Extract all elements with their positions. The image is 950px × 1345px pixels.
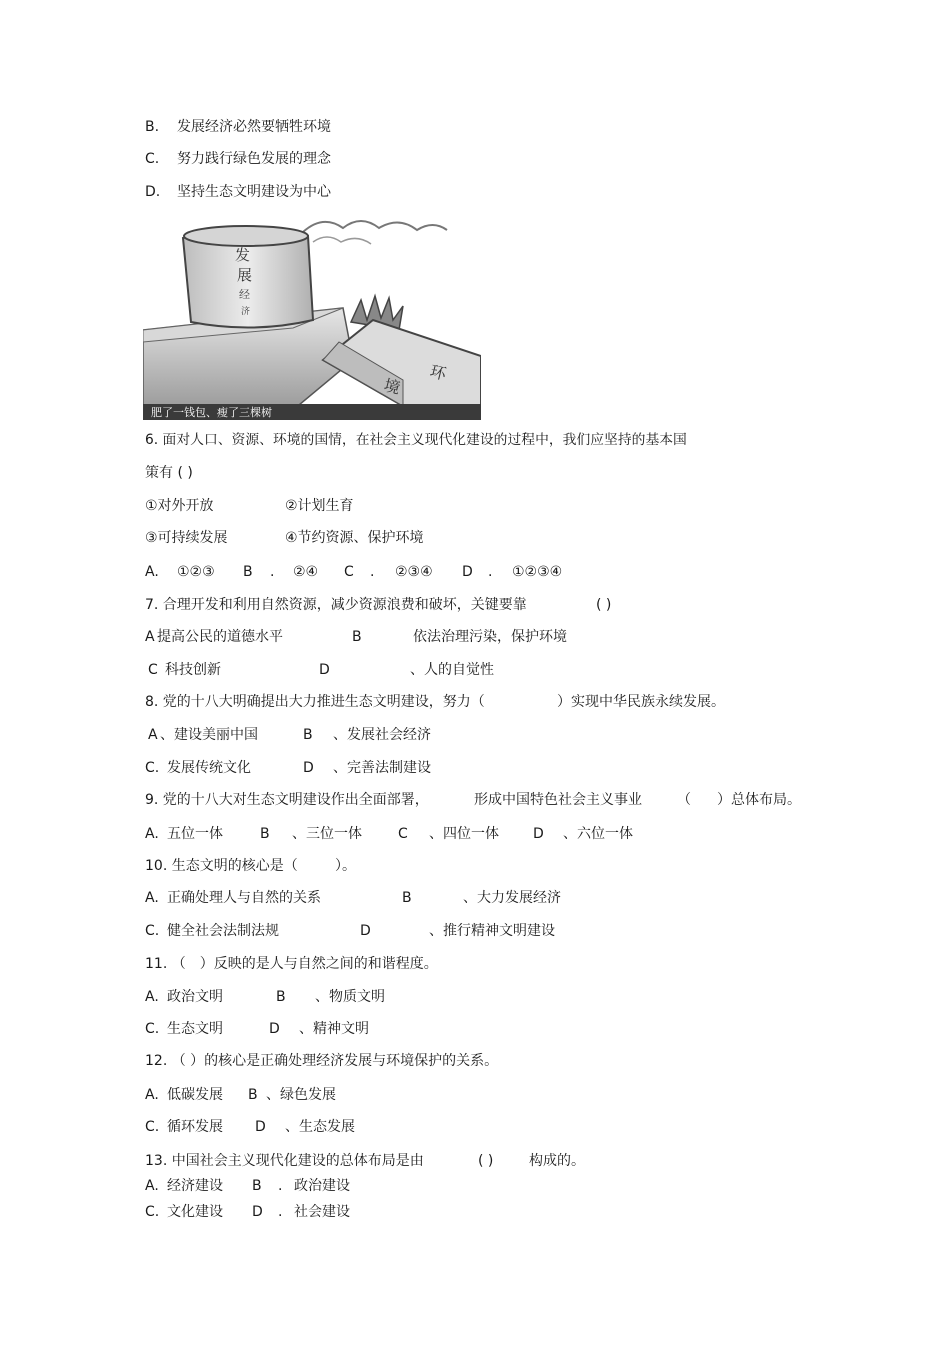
option-letter: B (402, 890, 412, 906)
option-text: 社会建设 (294, 1204, 350, 1220)
statement-item: ②计划生育 (285, 498, 354, 514)
question-text: 12. （ ）的核心是正确处理经济发展与环境保护的关系。 (145, 1053, 499, 1069)
option-text: 健全社会法制法规 (167, 923, 279, 939)
question-text: 策有 ( ) (145, 465, 193, 481)
question-text: 构成的。 (529, 1153, 585, 1169)
option-text: 、四位一体 (429, 826, 499, 842)
question-text: 10. 生态文明的核心是（ (145, 858, 298, 874)
option-letter: A. (145, 890, 159, 906)
option-letter: B (352, 629, 362, 645)
cartoon-illustration (143, 210, 481, 420)
option-text: 五位一体 (167, 826, 223, 842)
option-letter: A (148, 727, 158, 743)
option-text: ②④ (293, 564, 319, 580)
option-text: 正确处理人与自然的关系 (167, 890, 321, 906)
option-text: 、大力发展经济 (463, 890, 561, 906)
option-letter: D (319, 662, 330, 678)
option-letter: D (269, 1021, 280, 1037)
jar-char: 发 (235, 246, 251, 264)
question-text: （ (677, 792, 691, 808)
statement-item: ④节约资源、保护环境 (285, 530, 424, 546)
question-text: ）总体布局。 (717, 792, 801, 808)
option-text: ①②③④ (512, 564, 563, 580)
option-letter: C (398, 826, 408, 842)
option-letter: D (255, 1119, 266, 1135)
option-text: 经济建设 (167, 1178, 223, 1194)
option-letter: C. (145, 923, 160, 939)
option-letter: C. (145, 760, 160, 776)
option-letter: A. (145, 564, 159, 580)
option-letter: A. (145, 989, 159, 1005)
option-letter: D (360, 923, 371, 939)
option-dot: . (270, 564, 275, 580)
option-dot: . (370, 564, 375, 580)
option-letter: A (145, 629, 155, 645)
question-text: 9. 党的十八大对生态文明建设作出全面部署， (145, 792, 429, 808)
option-letter: C. (145, 151, 160, 167)
option-text: 政治建设 (294, 1178, 350, 1194)
option-letter: B (243, 564, 253, 580)
cartoon-caption: 肥了一钱包、瘦了三棵树 (151, 406, 272, 419)
statement-item: ①对外开放 (145, 498, 214, 514)
jar-char: 展 (237, 266, 253, 284)
question-text: 8. 党的十八大明确提出大力推进生态文明建设，努力（ (145, 694, 485, 710)
option-letter: B (260, 826, 270, 842)
option-text: 政治文明 (167, 989, 223, 1005)
option-letter: C (344, 564, 354, 580)
option-letter: B. (145, 119, 160, 135)
option-letter: C (148, 662, 158, 678)
option-letter: D (533, 826, 544, 842)
option-letter: B (252, 1178, 262, 1194)
answer-paren: ( ) (478, 1153, 494, 1169)
option-letter: B (303, 727, 313, 743)
option-letter: C. (145, 1119, 160, 1135)
option-text: ②③④ (395, 564, 433, 580)
option-letter: B (276, 989, 286, 1005)
option-text: 、六位一体 (563, 826, 633, 842)
option-letter: D (462, 564, 473, 580)
option-text: 坚持生态文明建设为中心 (177, 184, 331, 200)
block-char: 环 (428, 361, 449, 384)
option-text: 科技创新 (165, 662, 221, 678)
option-dot: . (278, 1204, 283, 1220)
question-text: 7. 合理开发和利用自然资源，减少资源浪费和破坏，关键要靠 (145, 597, 527, 613)
option-text: 、完善法制建设 (333, 760, 431, 776)
option-letter: D. (145, 184, 161, 200)
question-text: ）实现中华民族永续发展。 (557, 694, 725, 710)
option-text: 依法治理污染，保护环境 (413, 629, 567, 645)
option-letter: A. (145, 826, 159, 842)
option-dot: . (278, 1178, 283, 1194)
question-text: 13. 中国社会主义现代化建设的总体布局是由 (145, 1153, 424, 1169)
question-text: 11. （ ）反映的是人与自然之间的和谐程度。 (145, 956, 438, 972)
option-text: 文化建设 (167, 1204, 223, 1220)
question-text: 形成中国特色社会主义事业 (474, 792, 642, 808)
option-letter: C. (145, 1021, 160, 1037)
option-text: 、精神文明 (299, 1021, 369, 1037)
option-text: 努力践行绿色发展的理念 (177, 151, 331, 167)
question-text: ）。 (335, 858, 356, 874)
option-text: 循环发展 (167, 1119, 223, 1135)
option-letter: D (303, 760, 314, 776)
option-text: 、生态发展 (285, 1119, 355, 1135)
jar-char: 经 (239, 288, 250, 301)
option-letter: C. (145, 1204, 160, 1220)
option-text: 低碳发展 (167, 1087, 223, 1103)
option-letter: A. (145, 1087, 159, 1103)
option-text: 生态文明 (167, 1021, 223, 1037)
option-text: ①②③ (177, 564, 215, 580)
jar-char: 济 (241, 307, 251, 317)
option-text: 、人的自觉性 (410, 662, 494, 678)
option-text: 、发展社会经济 (333, 727, 431, 743)
option-text: 、绿色发展 (266, 1087, 336, 1103)
option-text: 、三位一体 (292, 826, 362, 842)
option-letter: A. (145, 1178, 159, 1194)
option-letter: B (248, 1087, 258, 1103)
question-text: 6. 面对人口、资源、环境的国情，在社会主义现代化建设的过程中，我们应坚持的基本国 (145, 432, 687, 448)
option-text: 、推行精神文明建设 (429, 923, 555, 939)
answer-paren: ( ) (596, 597, 612, 613)
option-text: 提高公民的道德水平 (157, 629, 283, 645)
option-text: 发展经济必然要牺牲环境 (177, 119, 331, 135)
option-text: 、物质文明 (315, 989, 385, 1005)
statement-item: ③可持续发展 (145, 530, 228, 546)
option-text: 、建设美丽中国 (160, 727, 258, 743)
block-char: 境 (382, 375, 403, 398)
option-text: 发展传统文化 (167, 760, 251, 776)
option-dot: . (488, 564, 493, 580)
option-letter: D (252, 1204, 263, 1220)
